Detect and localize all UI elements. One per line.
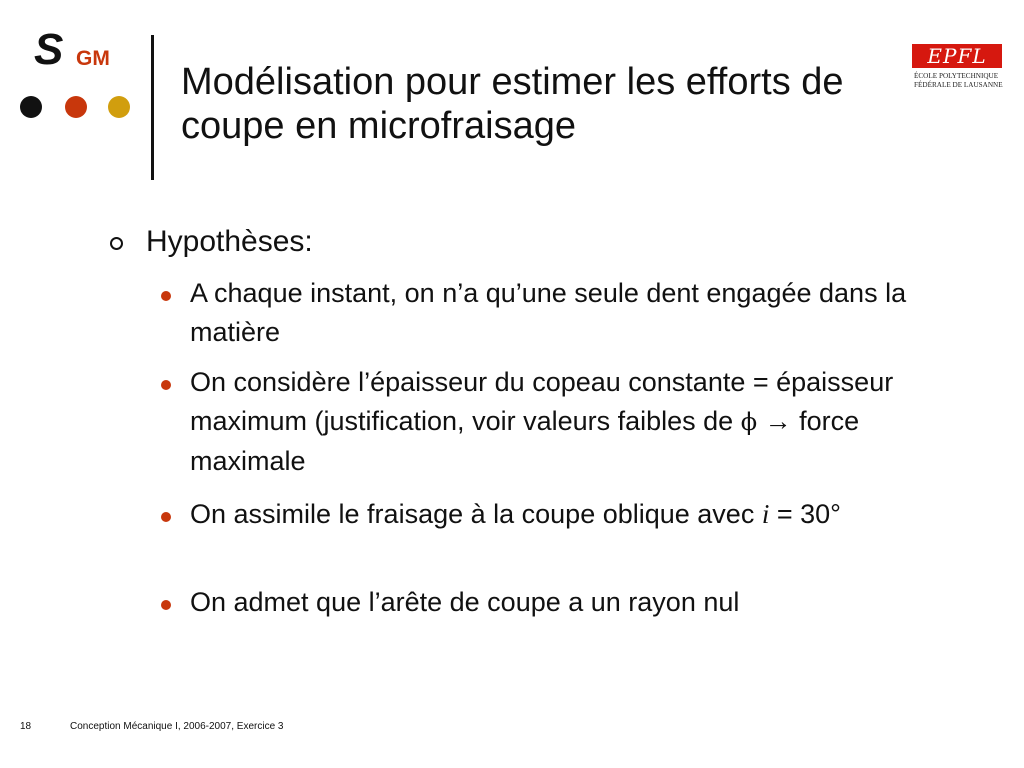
epfl-logo-line2: FÉDÉRALE DE LAUSANNE (914, 81, 1003, 89)
list-item (190, 363, 940, 481)
variable-i: i (761, 499, 770, 529)
footer-text: Conception Mécanique I, 2006-2007, Exercice 3 (70, 721, 284, 732)
bullet-dot-icon (161, 380, 171, 390)
bullet-circle-icon (110, 237, 123, 250)
list-heading: Hypothèses: (146, 225, 313, 258)
title-divider (151, 35, 154, 180)
sgm-logo-gm: GM (76, 47, 110, 70)
phi-symbol: ϕ (740, 408, 758, 436)
epfl-logo-mark-text: EPFL (927, 44, 987, 68)
bullet-dot-icon (161, 512, 171, 522)
list-item (190, 495, 940, 534)
list-item-text: On assimile le fraisage à la coupe oblique avec (190, 499, 762, 529)
list-item-text: On admet que l’arête de coupe a un rayon nul (190, 587, 740, 617)
list-item (190, 583, 940, 622)
logo-dot-black (20, 96, 42, 118)
logo-dot-red (65, 96, 87, 118)
list-item (190, 274, 940, 352)
logo-dot-gold (108, 96, 130, 118)
epfl-logo-line1: ÉCOLE POLYTECHNIQUE (914, 72, 999, 80)
list-item-text: → force maximale (190, 406, 860, 476)
epfl-logo-mark (912, 44, 1002, 68)
list-item-text: A chaque instant, on n’a qu’une seule dent engagée dans la matière (190, 278, 907, 347)
bullet-dot-icon (161, 291, 171, 301)
slide-title: Modélisation pour estimer les efforts de coupe en microfraisage (181, 61, 844, 147)
sgm-logo-s: S (34, 25, 64, 74)
list-item-text: On considère l’épaisseur du copeau constante = épaisseur maximum (justification, voir valeurs faibles de (190, 367, 894, 436)
bullet-dot-icon (161, 600, 171, 610)
epfl-logo (912, 44, 1004, 92)
page-number: 18 (20, 721, 32, 732)
list-item-text: = 30° (769, 499, 841, 529)
